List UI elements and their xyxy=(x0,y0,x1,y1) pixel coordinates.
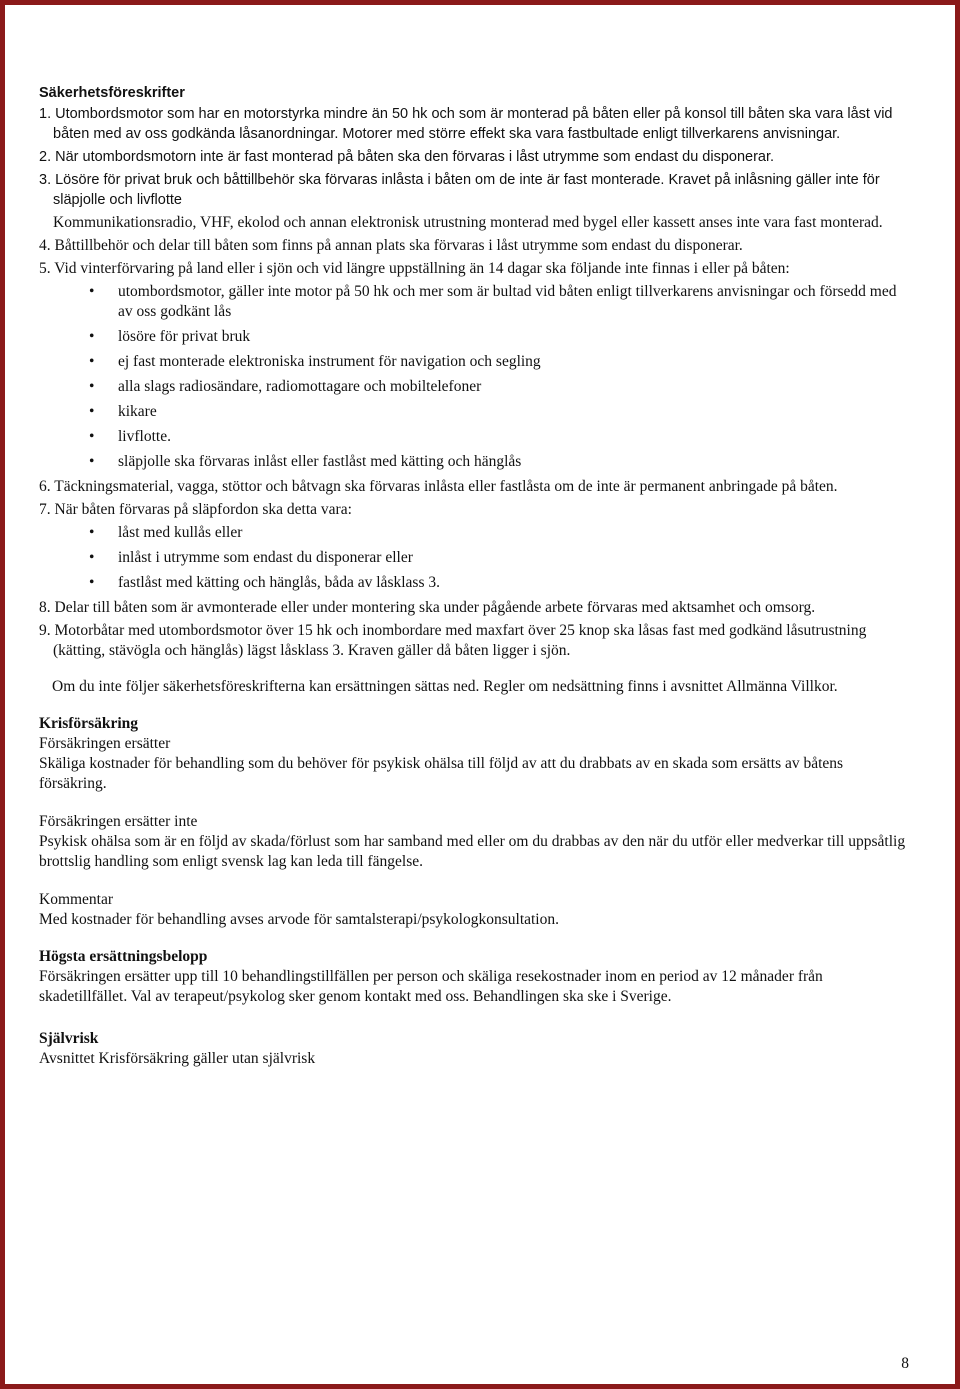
deductible-section xyxy=(39,1029,909,1069)
bullet-icon: • xyxy=(89,524,95,541)
bullet-icon: • xyxy=(89,403,95,420)
list-item-text: utombordsmotor, gäller inte motor på 50 hk och mer som är bultad vid båten enligt tillverkarens anvisningar och försedd med av oss godkänt lås xyxy=(118,283,897,320)
rule-7: 7. När båten förvaras på släpfordon ska detta vara: xyxy=(39,501,352,518)
list-item-text: alla slags radiosändare, radiomottagare och mobiltelefoner xyxy=(118,378,482,395)
covers-label: Försäkringen ersätter xyxy=(39,735,171,752)
document-body xyxy=(39,83,909,1069)
rule-8: 8. Delar till båten som är avmonterade eller under montering ska under pågående arbete förvaras med aktsamhet och omsorg. xyxy=(39,599,816,616)
list-item xyxy=(89,427,909,447)
not-covers-block xyxy=(39,812,909,872)
list-item xyxy=(89,352,909,372)
rule-5: 5. Vid vinterförvaring på land eller i sjön och vid längre uppställning än 14 dagar ska följande inte finnas i eller på båten: xyxy=(39,260,790,277)
max-compensation-section xyxy=(39,947,909,1007)
comment-block xyxy=(39,890,909,930)
list-item-text: inlåst i utrymme som endast du disponerar eller xyxy=(118,549,413,566)
rule-5-list xyxy=(39,282,909,472)
bullet-icon: • xyxy=(89,549,95,566)
bullet-icon: • xyxy=(89,428,95,445)
reduction-note: Om du inte följer säkerhetsföreskrifterna kan ersättningen sättas ned. Regler om nedsättning finns i avsnittet Allmänna Villkor. xyxy=(52,678,838,695)
list-item xyxy=(89,402,909,422)
not-covers-text: Psykisk ohälsa som är en följd av skada/förlust som har samband med eller om du drabbas av den när du utför eller medverkar till uppsåtlig brottslig handling som enligt svensk lag kan leda till fängelse. xyxy=(39,833,906,870)
list-item xyxy=(89,548,909,568)
list-item-text: släpjolle ska förvaras inlåst eller fastlåst med kätting och hänglås xyxy=(118,453,522,470)
comment-text: Med kostnader för behandling avses arvode för samtalsterapi/psykologkonsultation. xyxy=(39,911,559,928)
list-item xyxy=(89,377,909,397)
deductible-text: Avsnittet Krisförsäkring gäller utan självrisk xyxy=(39,1050,316,1067)
bullet-icon: • xyxy=(89,378,95,395)
list-item xyxy=(89,282,909,322)
list-item-text: fastlåst med kätting och hänglås, båda av låsklass 3. xyxy=(118,574,440,591)
not-covers-label: Försäkringen ersätter inte xyxy=(39,813,198,830)
page-number: 8 xyxy=(901,1355,909,1372)
list-item-text: lösöre för privat bruk xyxy=(118,328,251,345)
comment-label: Kommentar xyxy=(39,891,114,908)
rule-3-note: Kommunikationsradio, VHF, ekolod och annan elektronisk utrustning monterad med bygel eller kassett anses inte vara fast monterad. xyxy=(53,214,883,231)
rule-9: 9. Motorbåtar med utombordsmotor över 15 hk och inombordare med maxfart över 25 knop ska låsas fast med godkänd låsutrustning (kätting, stävögla och hänglås) lägst låsklass 3. Kraven gäller då båten ligger i sjön. xyxy=(39,622,867,659)
bullet-icon: • xyxy=(89,574,95,591)
crisis-insurance-section xyxy=(39,714,909,930)
list-item xyxy=(89,452,909,472)
list-item xyxy=(89,523,909,543)
rule-4: 4. Båttillbehör och delar till båten som finns på annan plats ska förvaras i låst utrymme som endast du disponerar. xyxy=(39,237,743,254)
list-item-text: livflotte. xyxy=(118,428,171,445)
covers-text: Skäliga kostnader för behandling som du behöver för psykisk ohälsa till följd av att du drabbats av en skada som ersätts av båtens försäkring. xyxy=(39,755,844,792)
list-item xyxy=(89,573,909,593)
max-heading: Högsta ersättningsbelopp xyxy=(39,948,208,965)
rule-6: 6. Täckningsmaterial, vagga, stöttor och båtvagn ska förvaras inlåsta eller fastlåsta om de inte är permanent anbringade på båten. xyxy=(39,478,838,495)
list-item-text: kikare xyxy=(118,403,157,420)
list-item-text: låst med kullås eller xyxy=(118,524,243,541)
crisis-heading: Krisförsäkring xyxy=(39,715,139,732)
bullet-icon: • xyxy=(89,328,95,345)
bullet-icon: • xyxy=(89,353,95,370)
rule-1: 1. Utombordsmotor som har en motorstyrka mindre än 50 hk och som är monterad på båten eller på konsol till båten ska vara låst vid båten med av oss godkända låsanordningar. Motorer med större effekt ska vara fastbultade enligt tillverkarens anvisningar. xyxy=(39,106,893,142)
rule-7-list xyxy=(39,523,909,593)
list-item-text: ej fast monterade elektroniska instrument för navigation och segling xyxy=(118,353,541,370)
deductible-heading: Självrisk xyxy=(39,1030,99,1047)
bullet-icon: • xyxy=(89,283,95,300)
rule-2: 2. När utombordsmotorn inte är fast monterad på båten ska den förvaras i låst utrymme som endast du disponerar. xyxy=(39,149,775,165)
max-text: Försäkringen ersätter upp till 10 behandlingstillfällen per person och skäliga resekostnader inom en period av 12 månader från skadetillfället. Val av terapeut/psykolog sker genom kontakt med oss. Behandlingen ska ske i Sverige. xyxy=(39,968,823,1005)
rule-3: 3. Lösöre för privat bruk och båttillbehör ska förvaras inlåsta i båten om de inte är fast monterade. Kravet på inlåsning gäller inte för släpjolle och livflotte xyxy=(39,172,880,208)
bullet-icon: • xyxy=(89,453,95,470)
section-heading-safety: Säkerhetsföreskrifter xyxy=(39,85,185,101)
list-item xyxy=(89,327,909,347)
